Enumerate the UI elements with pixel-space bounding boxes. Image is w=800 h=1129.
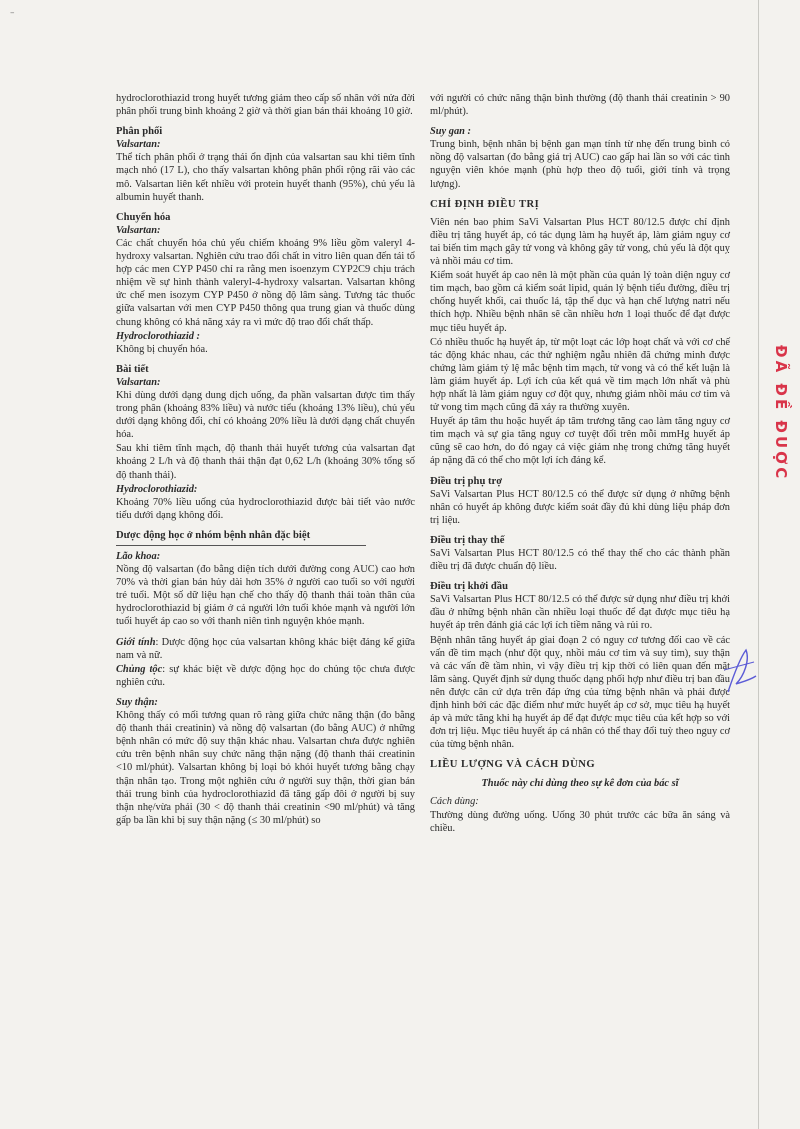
subheading-hydroclorothiazid: Hydroclorothiazid:	[116, 483, 198, 495]
subheading-hydroclorothiazid: Hydroclorothiazid :	[116, 330, 200, 342]
text-gioi-tinh: : Dược động học của valsartan không khác biệt đáng kể giữa nam và nữ.	[116, 636, 415, 661]
paragraph: Có nhiều thuốc hạ huyết áp, từ một loạt các lớp hoạt chất và với cơ chế tác động khác nhau, các thử nghiệm ngẫu nhiên đã chứng minh được chứng làm giảm tỷ lệ mắc bệnh tim mạch, tử vong và có thể kết luận là làm giảm huyết áp. Lợi ích của kết quả về tim mạch lớn nhất và phù hợp nhất là làm giảm nguy cơ đột quỵ, nhưng giảm nhồi máu cơ tim và tử vong tim mạch cũng đã xảy ra thường xuyên.	[430, 336, 730, 414]
paragraph: SaVi Valsartan Plus HCT 80/12.5 có thể thay thế cho các thành phần điều trị đã được chuẩn độ liều.	[430, 548, 730, 573]
paragraph: Kiểm soát huyết áp cao nên là một phần của quản lý toàn diện nguy cơ tim mạch, bao gồm cả kiểm soát lipid, quản lý bệnh tiểu đường, điều trị chống huyết khối, cai thuốc lá, tập thể dục và hạn chế lượng natri nếu thích hợp. Nhiều bệnh nhân sẽ cần nhiều hơn 1 loại thuốc để đạt được mục tiêu huyết áp.	[430, 270, 730, 334]
paragraph: Thường dùng đường uống. Uống 30 phút trước các bữa ăn sáng và chiều.	[430, 809, 730, 834]
paragraph: hydroclorothiazid trong huyết tương giảm theo cấp số nhân với nửa đời phân phối trung bình khoảng 2 giờ và thời gian bán thải khoảng 10 giờ.	[116, 93, 415, 118]
label-gioi-tinh: Giới tính	[116, 636, 156, 648]
approval-stamp: ĐÃ ĐỀ ĐUỢC	[772, 345, 790, 482]
heading-bai-tiet: Bài tiết	[116, 363, 149, 375]
divider	[116, 545, 366, 546]
subheading-valsartan: Valsartan:	[116, 376, 161, 388]
paragraph: Nồng độ valsartan (đo bằng diện tích dưới đường cong AUC) cao hơn 70% và thời gian bán hủy dài hơn 35% ở người cao tuổi so với người trẻ tuổi. Một số dữ liệu hạn chế cho thấy độ thanh thải toàn thân của hydroclorothiazid bị giảm ở cả người lớn tuổi khỏe mạnh và người lớn tuổi huyết áp cao so với thanh niên tình nguyện khỏe mạnh.	[116, 564, 415, 628]
paragraph: Không thấy có mối tương quan rõ ràng giữa chức năng thận (đo bằng độ thanh thải creatinin) và nồng độ valsartan (đo bằng AUC) ở những bệnh nhân có mức độ suy thận khác nhau. Valsartan chưa được nghiên cứu trên bệnh nhân suy chức năng thận nặng (độ thanh thải creatinin <10 ml/phút). Valsartan không bị loại bỏ khỏi huyết tương bằng chạy thận nhân tạo. Trong một nghiên cứu ở người suy thận, thời gian bán thải trung bình của hydroclorothiazid đã tăng gấp đôi ở người bị suy thận nhẹ/vừa phải (30 < độ thanh thải creatinin <90 ml/phút) và tăng gấp ba lần khi bị suy thận nặng (≤ 30 ml/phút) so	[116, 710, 415, 826]
right-column	[430, 92, 730, 836]
subheading-suy-gan: Suy gan :	[430, 126, 471, 138]
paragraph: Viên nén bao phim SaVi Valsartan Plus HCT 80/12.5 được chỉ định điều trị tăng huyết áp, có tác dụng làm hạ huyết áp, làm giảm nguy cơ tai biến tim mạch gây tử vong và không gây tử vong, chủ yếu là đột quỵ và nhồi máu cơ tim.	[430, 216, 730, 268]
section-title-chi-dinh: CHỈ ĐỊNH ĐIỀU TRỊ	[430, 198, 540, 210]
prescription-note: Thuốc này chỉ dùng theo sự kê đơn của bác sĩ	[481, 777, 679, 789]
paragraph: Các chất chuyển hóa chủ yếu chiếm khoảng 9% liều gồm valeryl 4-hydroxy valsartan. Nghiên cứu trao đổi chất in vitro liên quan đến tái tổ hợp các men CYP P450 chỉ ra rằng men isoenzym CYP2C9 chịu trách nhiệm về sự hình thành valeryl-4-hydroxy valsartan. Valsartan không ức chế men isozym CYP P450 ở nồng độ lâm sàng. Tương tác thuốc giữa valsartan với men CYP P450 thông qua trung gian và thuốc dùng chung không có khả năng xảy ra vì mức độ trao đổi chất thấp.	[116, 237, 415, 328]
signature-icon	[720, 640, 760, 700]
paragraph: Không bị chuyển hóa.	[116, 343, 208, 355]
paragraph: SaVi Valsartan Plus HCT 80/12.5 có thể được sử dụng ở những bệnh nhân có huyết áp không được kiểm soát đầy đủ khi dùng liệu pháp đơn trị liệu.	[430, 488, 730, 526]
heading-dieu-tri-khoi-dau: Điều trị khởi đầu	[430, 581, 508, 593]
left-column	[116, 92, 415, 828]
page-mark: –	[10, 8, 15, 18]
heading-duoc-dong-hoc-dac-biet: Dược động học ở nhóm bệnh nhân đặc biệt	[116, 529, 311, 541]
paragraph: Sau khi tiêm tĩnh mạch, độ thanh thải huyết tương của valsartan đạt khoảng 2 L/h và độ thanh thải thận đạt 0,62 L/h (khoảng 30% tổng số độ thanh thải).	[116, 443, 415, 481]
heading-chuyen-hoa: Chuyển hóa	[116, 211, 171, 223]
subheading-suy-than: Suy thận:	[116, 696, 158, 708]
text-chung-toc: : sự khác biệt về dược động học do chủng tộc chưa được nghiên cứu.	[116, 663, 415, 688]
paragraph: Khoảng 70% liều uống của hydroclorothiazid được bài tiết vào nước tiểu dưới dạng không đổi.	[116, 496, 415, 521]
paragraph: Khi dùng dưới dạng dung dịch uống, đa phần valsartan được tìm thấy trong phân (khoảng 83% liều) và nước tiểu (khoảng 13% liều), chủ yếu dưới dạng không đổi, chỉ có khoảng 20% liều là dưới dạng chất chuyển hóa.	[116, 389, 415, 441]
heading-dieu-tri-thay-the: Điều trị thay thế	[430, 534, 505, 546]
paragraph: SaVi Valsartan Plus HCT 80/12.5 có thể được sử dụng như điều trị khởi đầu ở những bệnh nhân cần nhiều loại thuốc để đạt được mục tiêu hạ huyết áp trên đánh giá các lợi ích tiềm năng và rủi ro.	[430, 594, 730, 632]
paragraph-chung-toc	[116, 663, 415, 689]
paragraph: với người có chức năng thận bình thường (độ thanh thải creatinin > 90 ml/phút).	[430, 93, 730, 118]
paragraph-gioi-tinh	[116, 636, 415, 662]
paragraph: Bệnh nhân tăng huyết áp giai đoạn 2 có nguy cơ tương đối cao về các vấn đề tim mạch (như đột quỵ, nhồi máu cơ tim và suy tim), suy thận và các vấn đề tầm nhìn, vì vậy điều trị kịp thời có liên quan đến mặt lâm sàng. Quyết định sử dụng thuốc dạng phối hợp như điều trị ban đầu nên được cân cứ dựa trên đáp ứng của từng bệnh nhân và phải được định hình bởi các đặc điểm như mức huyết áp cơ sở, mục tiêu hạ huyết áp và mức tăng khi hạ huyết áp để đạt được mục tiêu của kết hợp so với đơn trị liệu. Mục tiêu huyết áp cá nhân có thể thay đổi tuỳ theo nguy cơ của từng bệnh nhân.	[430, 634, 730, 751]
heading-phan-phoi: Phân phối	[116, 126, 163, 138]
scan-edge-line	[758, 0, 759, 1129]
subheading-lao-khoa: Lão khoa:	[116, 551, 161, 562]
subheading-valsartan: Valsartan:	[116, 224, 161, 236]
subheading-cach-dung: Cách dùng:	[430, 795, 479, 807]
label-chung-toc: Chủng tộc	[116, 663, 163, 675]
paragraph: Huyết áp tâm thu hoặc huyết áp tâm trương tăng cao làm tăng nguy cơ tim mạch và sự gia tăng nguy cơ tuyệt đối trên mỗi mmHg huyết áp cũng sẽ cao hơn, do đó ngay cả việc giảm nhẹ trong chứng tăng huyết áp nặng đã có thể cho một lợi ích đáng kể.	[430, 416, 730, 467]
paragraph: Thể tích phân phối ở trạng thái ổn định của valsartan sau khi tiêm tĩnh mạch nhỏ (17 L), cho thấy valsartan không phân phối rộng rãi vào các mô. Valsartan liên kết nhiều với protein huyết thanh (95%), chủ yếu là albumin huyết thanh.	[116, 152, 415, 203]
heading-dieu-tri-phu-tro: Điều trị phụ trợ	[430, 475, 503, 487]
section-title-lieu-luong: LIỀU LƯỢNG VÀ CÁCH DÙNG	[430, 759, 596, 771]
subheading-valsartan: Valsartan:	[116, 139, 161, 151]
paragraph: Trung bình, bệnh nhân bị bệnh gan mạn tính từ nhẹ đến trung bình có nồng độ valsartan (đo bằng giá trị AUC) cao gấp hai lần so với các tình nguyện viên khỏe mạnh (phù hợp theo độ tuổi, giới tính và trọng lượng).	[430, 139, 730, 190]
